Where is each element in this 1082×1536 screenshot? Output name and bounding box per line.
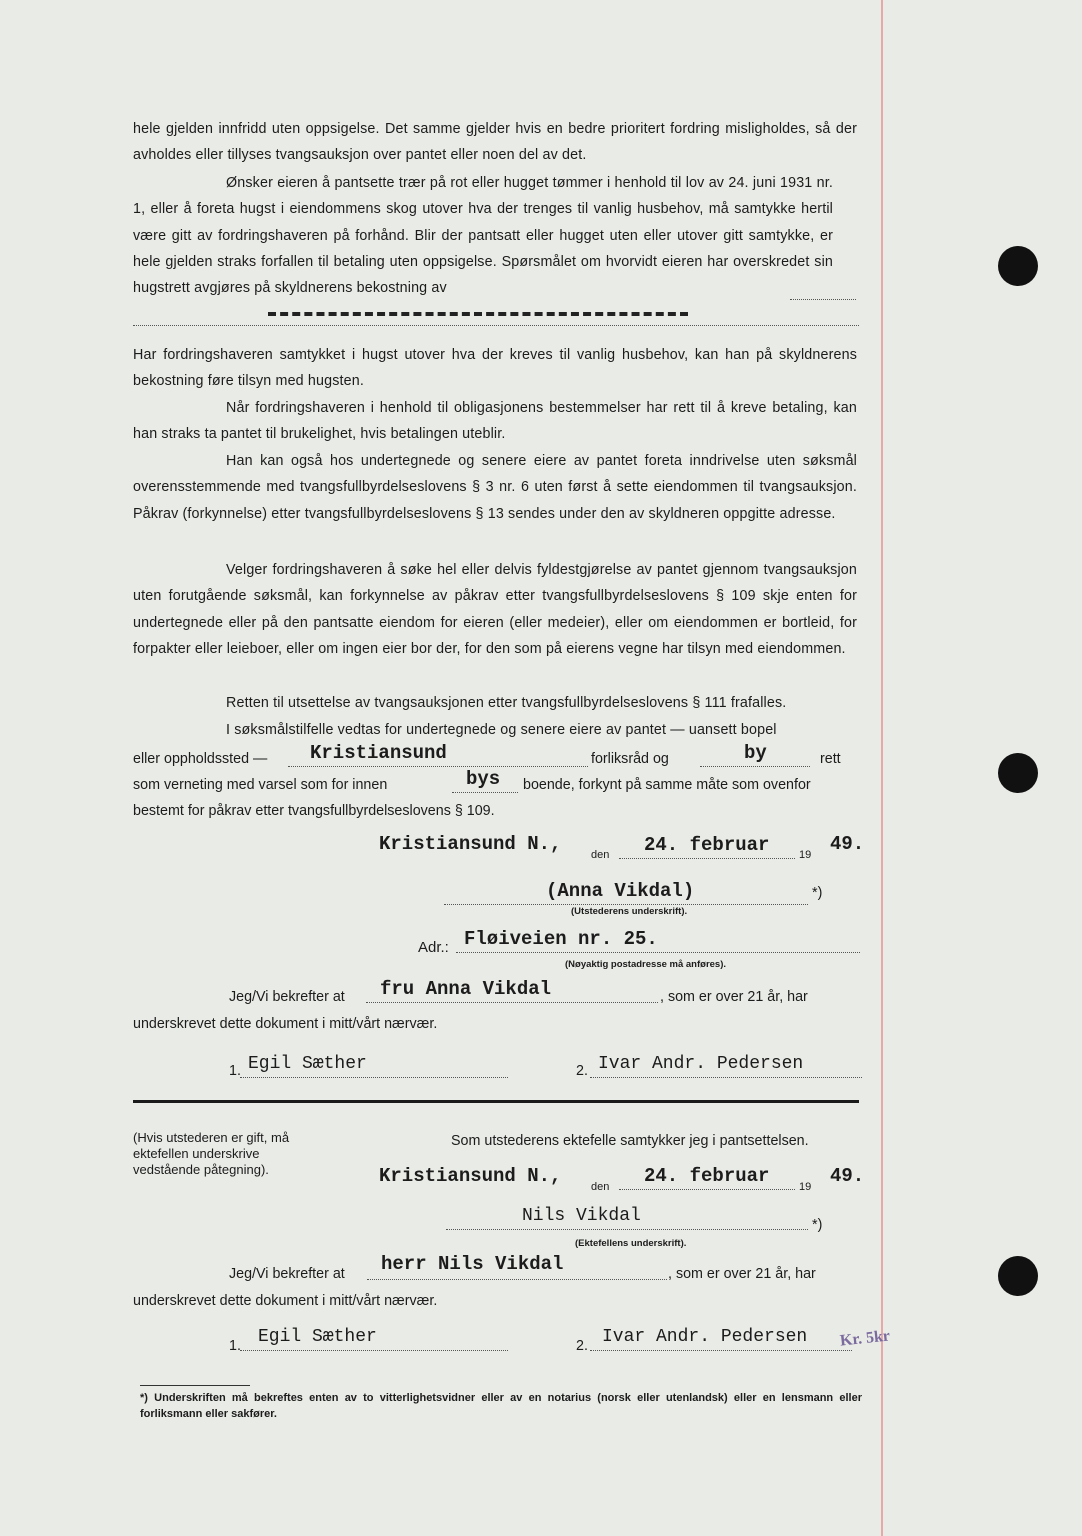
address: Fløiveien nr. 25. — [464, 928, 658, 950]
venue-prefix: eller oppholdssted — — [133, 751, 268, 767]
witness1-line2: underskrevet dette dokument i mitt/vårt nærvær. — [133, 1016, 438, 1032]
spouse-century: 19 — [799, 1181, 812, 1193]
paragraph-7: Retten til utsettelse av tvangsauksjonen etter tvangsfullbyrdelseslovens § 111 frafalles. — [226, 695, 787, 711]
paragraph-2: Ønsker eieren å pantsette trær på rot eller hugget tømmer i henhold til lov av 24. juni 1931 nr. 1, eller å foreta hugst i eiendommens skog utover hva der trenges til vanlig husbehov, må samtykke hertil være gitt av fordringshaveren på forhånd. Blir der pantsatt eller hugget uten eller utover gitt samtykke, er hele gjelden straks forfallen til betaling uten oppsigelse. Spørsmålet om hvorvidt eieren har overskredet sin hugstrett avgjøres på skyldnerens bekostning av — [133, 175, 833, 297]
paragraph-5: Han kan også hos undertegnede og senere eiere av pantet foreta inndrivelse uten søksmål overensstemmende med tvangsfullbyrdelseslovens § 3 nr. 6 uten først å sette eiendommen til tvangsauksjon. Påkrav (forkynnelse) etter tvangsfullbyrdelseslovens § 13 sendes under den av skyldneren oppgitte adresse. — [133, 453, 857, 522]
footnote: *) Underskriften må bekreftes enten av to vitterlighetsvidner eller av en notarius (norsk eller utenlandsk) eller en lensmann eller forliksmann eller sakfører. — [140, 1392, 862, 1420]
address-caption: (Nøyaktig postadresse må anføres). — [565, 959, 727, 970]
spouse-consent: Som utstederens ektefelle samtykker jeg i pantsettelsen. — [451, 1133, 809, 1149]
venue-court: by — [744, 742, 767, 764]
venue-court-field — [700, 744, 810, 767]
venue-bys: bys — [466, 768, 501, 790]
witness1-num-2: 2. — [576, 1063, 588, 1079]
witness1-sig2: Ivar Andr. Pedersen — [598, 1054, 804, 1074]
witness2-sig1-field — [240, 1326, 508, 1351]
venue-mid: forliksråd og — [591, 751, 669, 767]
dotted-rule — [133, 325, 859, 326]
issuer-signature-star: *) — [812, 885, 823, 901]
spouse-year: 49. — [830, 1165, 865, 1187]
issuer-date-field — [619, 832, 795, 859]
paragraph-4: Når fordringshaveren i henhold til obligasjonens bestemmelser har rett til å kreve betaling, kan han straks ta pantet til brukelighet, hvis betalingen uteblir. — [133, 400, 857, 443]
blank-line — [790, 281, 856, 300]
venue-bys-field — [452, 770, 518, 793]
punch-hole — [998, 246, 1038, 286]
red-margin-line — [881, 0, 883, 1536]
venue-place-field — [288, 744, 588, 767]
venue-place: Kristiansund — [310, 742, 447, 764]
issuer-signature-caption: (Utstederens underskrift). — [571, 906, 688, 917]
stamp-mark: Kr. 5kr — [839, 1327, 891, 1350]
venue-clause-line-1: I søksmålstilfelle vedtas for undertegnede og senere eiere av pantet — uansett bopel — [226, 722, 777, 738]
witness1-name: fru Anna Vikdal — [380, 978, 552, 1000]
issuer-signature: (Anna Vikdal) — [546, 880, 695, 902]
address-field — [456, 926, 860, 953]
witness2-num-1: 1. — [229, 1338, 241, 1354]
footnote-rule — [140, 1385, 250, 1386]
witness2-sig2: Ivar Andr. Pedersen — [602, 1327, 808, 1347]
witness2-name: herr Nils Vikdal — [381, 1253, 564, 1275]
spouse-date: 24. februar — [644, 1165, 770, 1187]
witness2-line2: underskrevet dette dokument i mitt/vårt nærvær. — [133, 1293, 438, 1309]
witness2-num-2: 2. — [576, 1338, 588, 1354]
witness1-name-field — [366, 976, 658, 1003]
issuer-place: Kristiansund N., — [379, 833, 562, 855]
witness2-name-field — [367, 1251, 667, 1280]
spouse-den-label: den — [591, 1181, 610, 1193]
paragraph-3: Har fordringshaveren samtykket i hugst utover hva der kreves til vanlig husbehov, kan han på skyldnerens bekostning føre tilsyn med hugsten. — [133, 347, 857, 390]
punch-hole — [998, 753, 1038, 793]
issuer-signature-field — [444, 882, 808, 905]
issuer-year: 49. — [830, 833, 865, 855]
venue-line-3c: boende, forkynt på samme måte som ovenfor — [523, 777, 811, 793]
witness2-sig1: Egil Sæther — [258, 1327, 377, 1347]
spouse-date-field — [619, 1163, 795, 1190]
witness1-sig1: Egil Sæther — [248, 1054, 367, 1074]
witness2-sig2-field — [590, 1326, 852, 1351]
spouse-signature-field — [446, 1205, 808, 1230]
issuer-den-label: den — [591, 849, 610, 861]
paragraph-6: Velger fordringshaveren å søke hel eller delvis fyldestgjørelse av pantet gjennom tvangsauksjon uten forutgående søksmål, kan forkynnelse av påkrav etter tvangsfullbyrdelseslovens § 109 skje enten for undertegnede eller på den pantsatte eiendom for eieren (eller medeier), eller om eiendommen er bortleid, for forpakter eller leieboer, eller om ingen eier bor der, for den som på eierens vegne har tilsyn med eiendommen. — [133, 562, 857, 657]
witness1-sig2-field — [590, 1053, 862, 1078]
witness1-post: , som er over 21 år, har — [660, 989, 808, 1005]
spouse-place: Kristiansund N., — [379, 1165, 562, 1187]
venue-line-4: bestemt for påkrav etter tvangsfullbyrdelseslovens § 109. — [133, 803, 495, 819]
punch-hole — [998, 1256, 1038, 1296]
venue-suffix: rett — [820, 751, 841, 767]
spouse-signature: Nils Vikdal — [522, 1206, 641, 1226]
strike-out-line — [268, 312, 688, 316]
witness1-pre: Jeg/Vi bekrefter at — [229, 989, 345, 1005]
issuer-date: 24. februar — [644, 834, 770, 856]
address-label: Adr.: — [418, 939, 449, 956]
spouse-signature-caption: (Ektefellens underskrift). — [575, 1238, 687, 1249]
section-divider — [133, 1100, 859, 1103]
venue-line-3a: som verneting med varsel som for innen — [133, 777, 388, 793]
spouse-signature-star: *) — [812, 1217, 823, 1233]
witness1-num-1: 1. — [229, 1063, 241, 1079]
paragraph-1: hele gjelden innfridd uten oppsigelse. Det samme gjelder hvis en bedre prioritert fordring misligholdes, så der avholdes eller tillyses tvangsauksjon over pantet eller noen del av det. — [133, 121, 857, 164]
witness1-sig1-field — [240, 1053, 508, 1078]
issuer-century: 19 — [799, 849, 812, 861]
spouse-note: (Hvis utstederen er gift, må ektefellen underskrive vedstående påtegning). — [133, 1130, 290, 1177]
witness2-post: , som er over 21 år, har — [668, 1266, 816, 1282]
witness2-pre: Jeg/Vi bekrefter at — [229, 1266, 345, 1282]
